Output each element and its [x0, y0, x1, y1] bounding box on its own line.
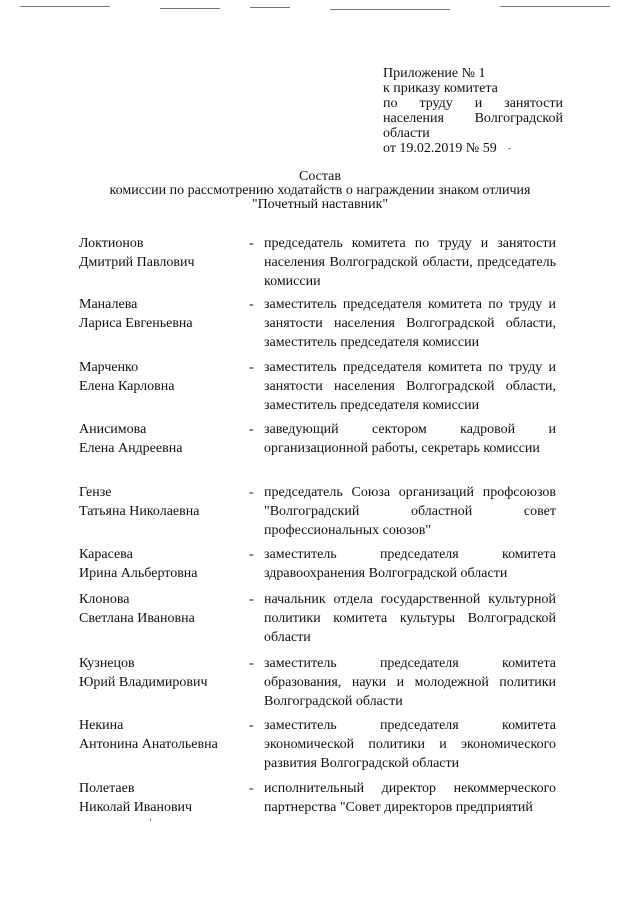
member-dash: -	[249, 422, 254, 437]
member-position: заместитель председателя комитета по труду и занятости населения Волгоградской области, заместитель председателя комиссии	[264, 360, 556, 413]
appendix-line-4	[383, 111, 563, 126]
member-dash: -	[249, 656, 254, 671]
member-position: заведующий сектором кадровой и организационной работы, секретарь комиссии	[264, 422, 556, 456]
member-name	[79, 234, 239, 272]
member-given-names: Антонина Анатольевна	[79, 737, 218, 752]
member-position: заместитель председателя комитета по труду и занятости населения Волгоградской области, заместитель председателя комиссии	[264, 297, 556, 350]
member-name	[79, 483, 239, 521]
member-surname: Некина	[79, 718, 124, 733]
member-surname: Кузнецов	[79, 656, 135, 671]
member-dash: -	[249, 360, 254, 375]
appendix-word: населения	[383, 111, 444, 126]
member-name	[79, 295, 239, 333]
member-given-names: Татьяна Николаевна	[79, 504, 200, 519]
appendix-line-5: области	[383, 126, 430, 141]
member-position: заместитель председателя комитета экономической политики и экономического развития Волгоградской области	[264, 718, 556, 771]
member-surname: Карасева	[79, 547, 133, 562]
member-dash: -	[249, 718, 254, 733]
member-position: председатель Союза организаций профсоюзов "Волгоградский областной совет профессиональных союзов"	[264, 485, 556, 538]
appendix-word: занятости	[504, 96, 563, 111]
member-surname: Клонова	[79, 592, 130, 607]
member-given-names: Дмитрий Павлович	[79, 255, 195, 270]
scan-speck	[508, 148, 511, 149]
member-dash: -	[249, 547, 254, 562]
member-dash: -	[249, 297, 254, 312]
member-given-names: Светлана Ивановна	[79, 611, 195, 626]
scan-speck	[150, 818, 151, 821]
member-name	[79, 590, 239, 628]
appendix-word: и	[474, 96, 483, 111]
appendix-word: труду	[419, 96, 453, 111]
member-given-names: Ирина Альбертовна	[79, 566, 198, 581]
member-position: заместитель председателя комитета здравоохранения Волгоградской области	[264, 547, 556, 581]
heading-title: Состав	[298, 169, 341, 184]
member-dash: -	[249, 781, 254, 796]
member-given-names: Николай Иванович	[79, 800, 193, 815]
member-position: председатель комитета по труду и занятости населения Волгоградской области, председатель комиссии	[264, 236, 556, 289]
appendix-word: Волгоградской	[474, 111, 563, 126]
appendix-line-6: от 19.02.2019 № 59	[383, 141, 497, 156]
member-given-names: Елена Андреевна	[79, 441, 183, 456]
member-name	[79, 358, 239, 396]
member-surname: Марченко	[79, 360, 139, 375]
heading-line-2: комиссии по рассмотрению ходатайств о награждении знаком отличия	[109, 183, 531, 198]
member-given-names: Елена Карловна	[79, 379, 175, 394]
member-dash: -	[249, 592, 254, 607]
member-given-names: Лариса Евгеньевна	[79, 316, 193, 331]
member-name	[79, 716, 239, 754]
member-name	[79, 545, 239, 583]
member-dash: -	[249, 485, 254, 500]
member-surname: Локтионов	[79, 236, 144, 251]
member-name	[79, 779, 239, 817]
member-surname: Гензе	[79, 485, 112, 500]
appendix-block	[383, 66, 563, 156]
member-position: начальник отдела государственной культурной политики комитета культуры Волгоградской области	[264, 592, 556, 645]
member-surname: Маналева	[79, 297, 138, 312]
appendix-line-3	[383, 96, 563, 111]
member-position: заместитель председателя комитета образования, науки и молодежной политики Волгоградской области	[264, 656, 556, 709]
member-position: исполнительный директор некоммерческого партнерства "Совет директоров предприятий	[264, 781, 556, 815]
appendix-line-2: к приказу комитета	[383, 81, 498, 96]
scan-edge-marks	[0, 0, 640, 14]
document-heading	[60, 170, 580, 212]
member-name	[79, 420, 239, 458]
member-given-names: Юрий Владимирович	[79, 675, 208, 690]
member-surname: Полетаев	[79, 781, 135, 796]
appendix-word: по	[383, 96, 398, 111]
member-surname: Анисимова	[79, 422, 147, 437]
appendix-line-1: Приложение № 1	[383, 66, 486, 81]
heading-line-3: "Почетный наставник"	[251, 197, 389, 212]
member-name	[79, 654, 239, 692]
member-dash: -	[249, 236, 254, 251]
